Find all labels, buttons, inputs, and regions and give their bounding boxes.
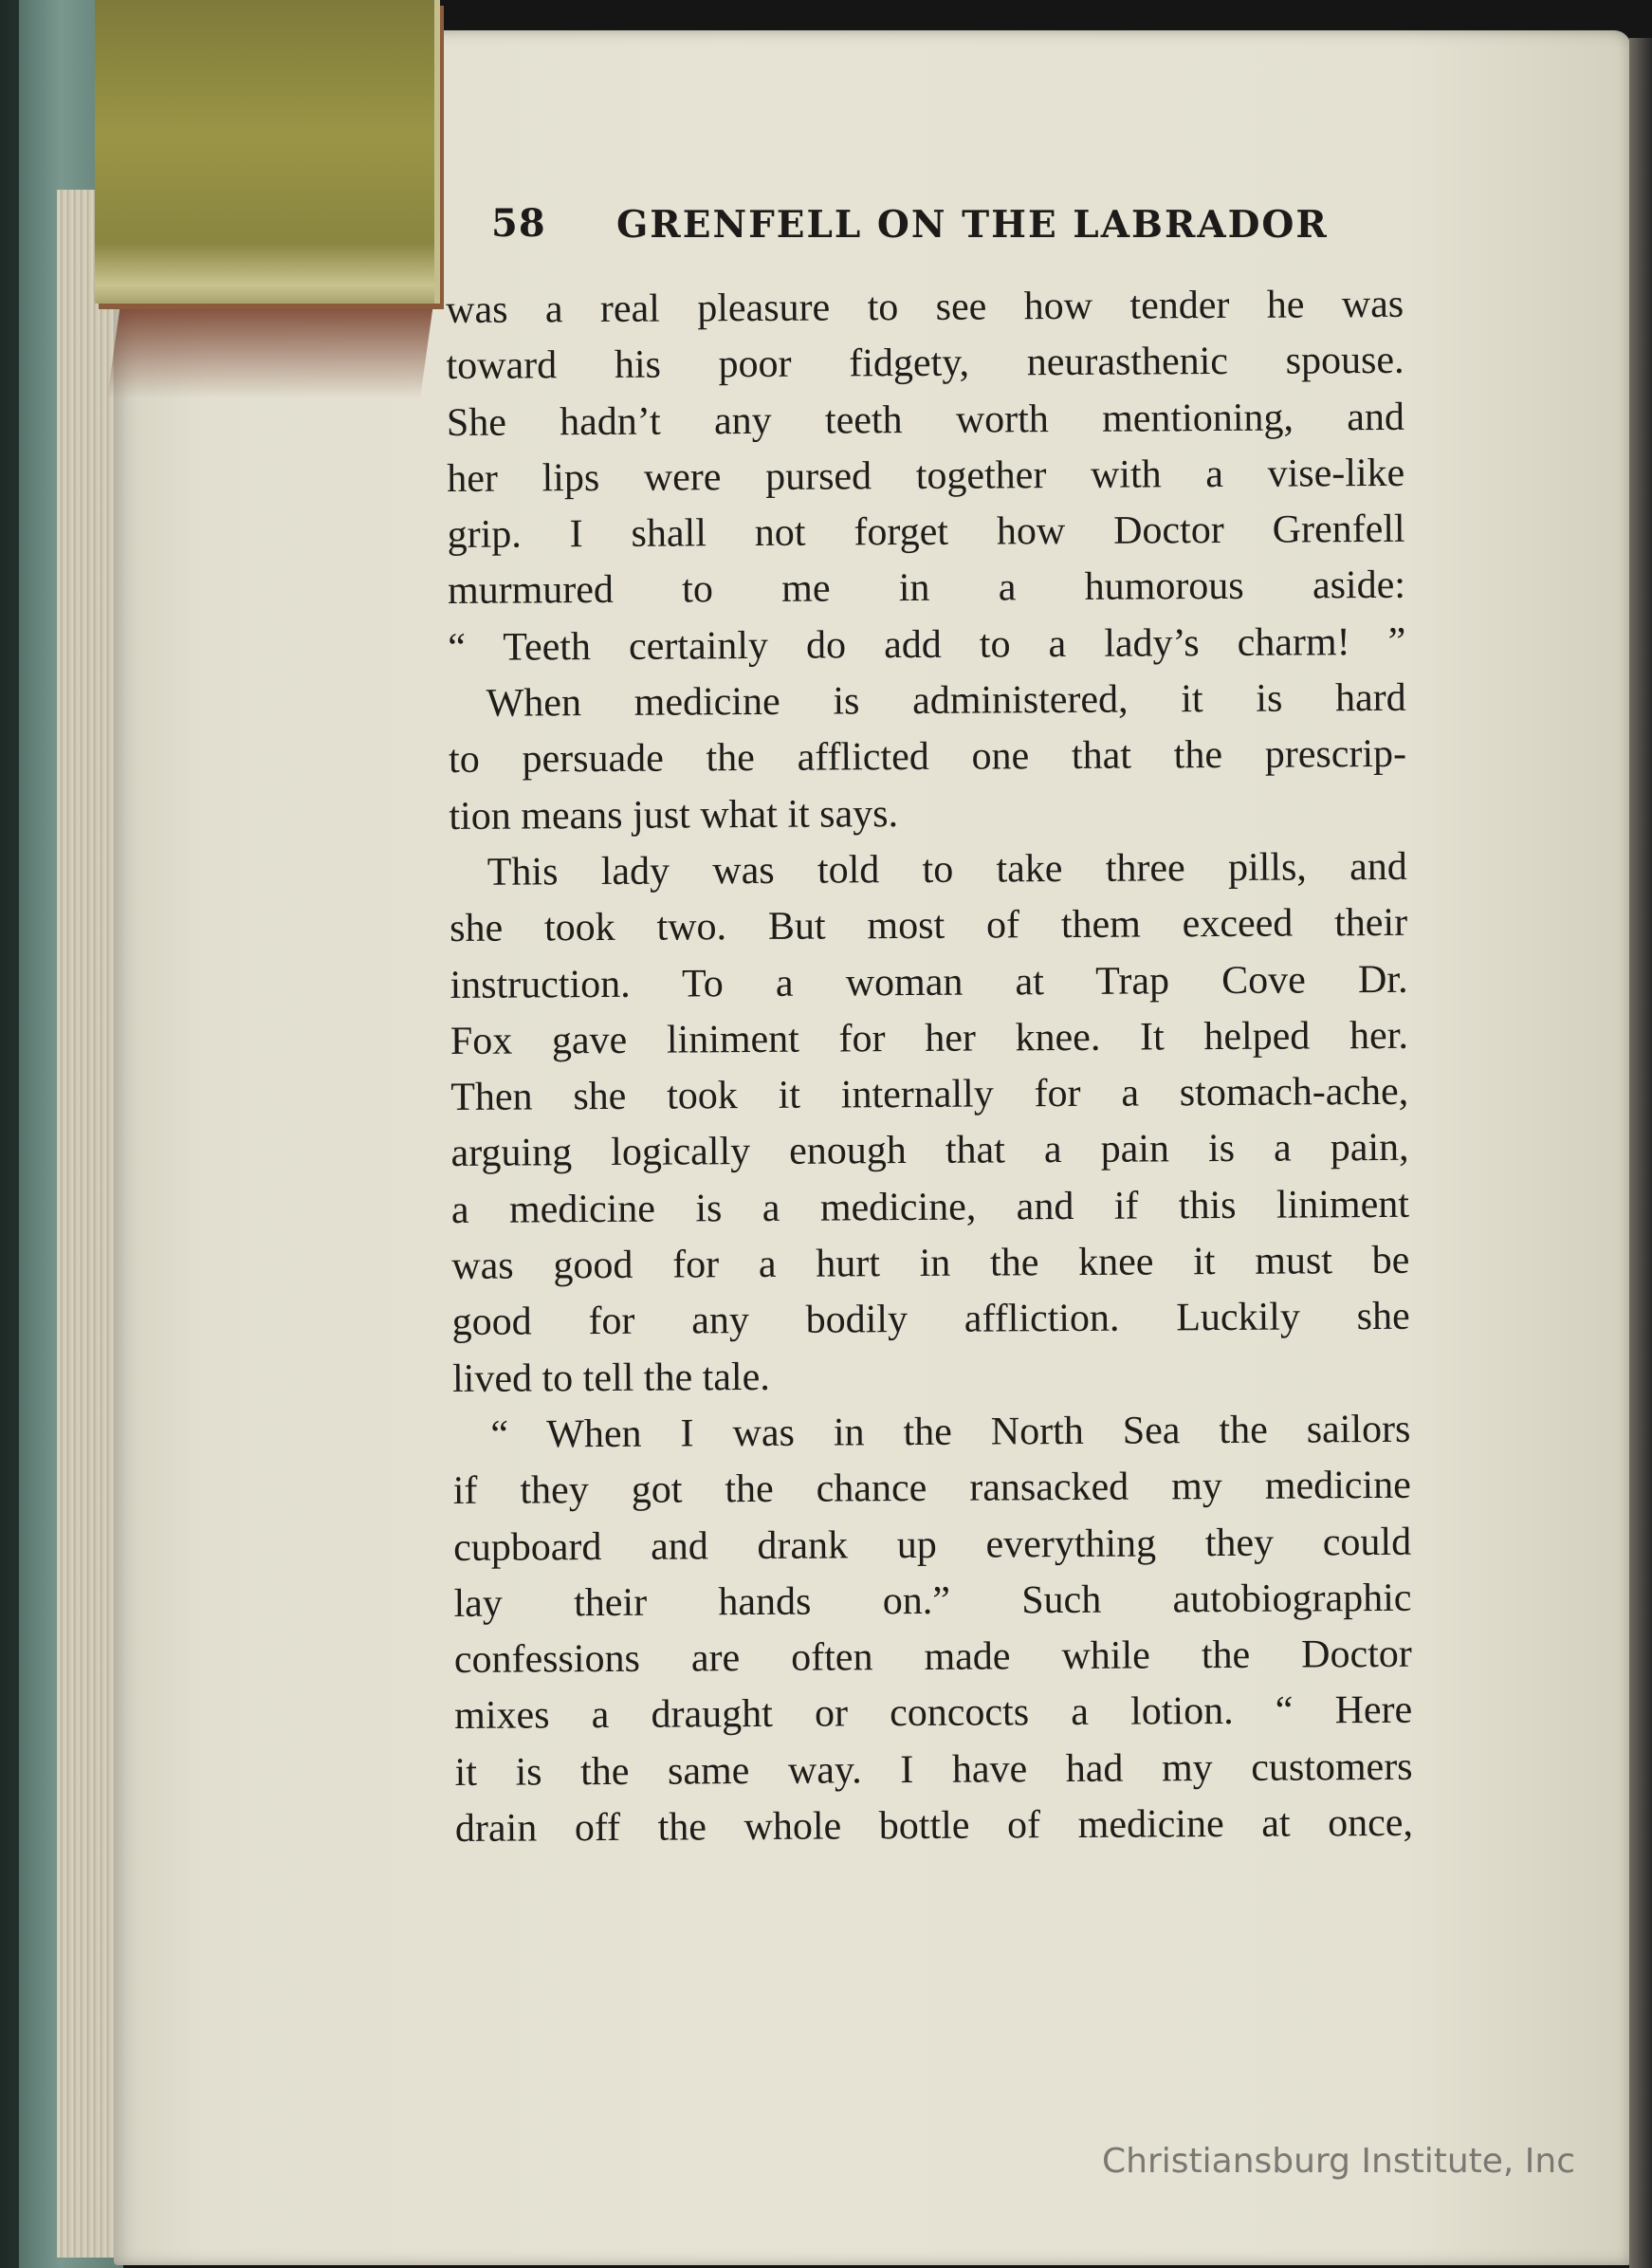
watermark: Christiansburg Institute, Inc xyxy=(1102,2142,1576,2181)
text-line: lay their hands on.” Such autobiographic xyxy=(453,1576,1412,1626)
text-line: confessions are often made while the Doctor xyxy=(453,1632,1412,1683)
text-line: “ Teeth certainly do add to a lady’s charm! ” xyxy=(448,619,1406,670)
text-line: grip. I shall not forget how Doctor Grenfell xyxy=(447,507,1405,558)
text-line: murmured to me in a humorous aside: xyxy=(447,563,1406,614)
text-line: instruction. To a woman at Trap Cove Dr. xyxy=(450,957,1408,1007)
text-line: Then she took it internally for a stomach-ache, xyxy=(450,1069,1409,1120)
text-line: She hadn’t any teeth worth mentioning, and xyxy=(446,395,1405,445)
paragraph xyxy=(450,839,1411,1408)
text-line: tion means just what it says. xyxy=(449,791,899,839)
paragraph xyxy=(446,277,1406,676)
text-line: mixes a draught or concocts a lotion. “ Here xyxy=(454,1688,1413,1739)
text-line: if they got the chance ransacked my medicine xyxy=(452,1464,1411,1514)
text-line: This lady was told to take three pills, and xyxy=(486,844,1407,894)
gilt-shadow xyxy=(107,304,433,398)
gilt-page-edge xyxy=(95,0,440,304)
text-line: When medicine is administered, it is hard xyxy=(486,675,1406,726)
page-number: 58 xyxy=(491,201,546,246)
text-line: she took two. But most of them exceed their xyxy=(450,901,1408,951)
text-line: drain off the whole bottle of medicine at once, xyxy=(454,1800,1414,1851)
paragraph xyxy=(452,1402,1413,1858)
text-line: to persuade the afflicted one that the prescrip- xyxy=(448,732,1407,783)
body-text xyxy=(446,277,1413,1857)
paragraph xyxy=(449,671,1407,845)
text-line: was good for a hurt in the knee it must be xyxy=(451,1238,1410,1289)
running-title: GRENFELL ON THE LABRADOR xyxy=(616,203,1329,247)
text-line: good for any bodily affliction. Luckily she xyxy=(451,1295,1410,1345)
text-line: “ When I was in the North Sea the sailors xyxy=(490,1407,1411,1457)
text-line: lived to tell the tale. xyxy=(451,1355,770,1401)
text-line: arguing logically enough that a pain is a pain, xyxy=(450,1126,1409,1176)
text-line: cupboard and drank up everything they could xyxy=(453,1520,1412,1570)
page-right-edge xyxy=(1629,38,1652,2268)
text-line: a medicine is a medicine, and if this liniment xyxy=(450,1182,1410,1232)
text-line: toward his poor fidgety, neurasthenic spouse. xyxy=(446,339,1404,389)
text-line: it is the same way. I have had my customers xyxy=(454,1744,1413,1795)
running-head xyxy=(491,201,1383,262)
text-line: her lips were pursed together with a vise-like xyxy=(447,451,1405,501)
text-line: Fox gave liniment for her knee. It helped her. xyxy=(450,1013,1409,1063)
text-line: was a real pleasure to see how tender he was xyxy=(446,282,1404,332)
